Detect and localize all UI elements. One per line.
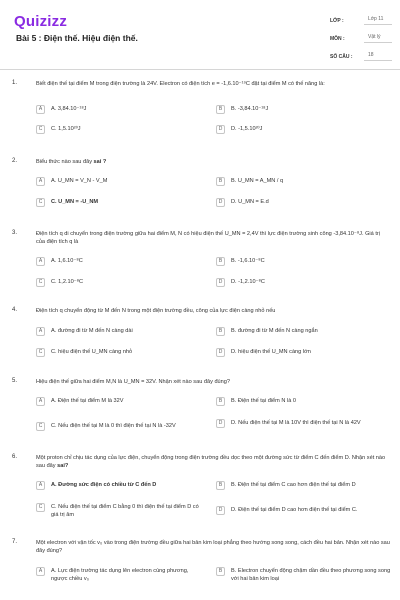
option-text: A. đường đi từ M đến N càng dài	[51, 328, 133, 334]
option-a[interactable]	[36, 105, 200, 114]
question-text-bold: sai?	[57, 463, 69, 469]
option-letter: C	[36, 422, 45, 431]
option-b[interactable]	[216, 481, 392, 490]
question-number: 6.	[12, 454, 18, 460]
question-text	[36, 158, 390, 166]
option-letter: D	[216, 348, 225, 357]
option-text: B. Điện thế tại điểm N là 0	[231, 398, 296, 404]
option-c[interactable]	[36, 198, 200, 207]
option-d[interactable]	[216, 278, 392, 287]
option-text: D. -1,2.10⁻⁸C	[231, 279, 265, 285]
question-number: 7.	[12, 539, 18, 545]
question-number: 1.	[12, 80, 18, 86]
option-letter: B	[216, 567, 225, 576]
option-b[interactable]	[216, 177, 392, 186]
option-text: C. 1,2.10⁻⁸C	[51, 279, 84, 285]
option-text: A. Lực điện trường tác dụng lên electron cùng phương, ngược chiều v₀	[51, 568, 189, 582]
option-text: C. hiệu điện thế U_MN càng nhỏ	[51, 349, 133, 355]
option-b[interactable]	[216, 397, 392, 406]
option-b[interactable]	[216, 257, 392, 266]
option-text: C. U_MN = -U_NM	[51, 199, 99, 205]
option-letter: D	[216, 278, 225, 287]
question-text-bold: sai ?	[93, 159, 107, 165]
option-letter: B	[216, 481, 225, 490]
option-text: A. 1,6.10⁻⁸C	[51, 258, 83, 264]
option-letter: C	[36, 278, 45, 287]
option-d[interactable]	[216, 348, 392, 357]
option-text: B. U_MN = A_MN / q	[231, 178, 284, 184]
option-d[interactable]	[216, 125, 392, 134]
option-text: A. 3,84.10⁻¹⁸J	[51, 106, 87, 112]
option-letter: D	[216, 125, 225, 134]
question-number: 3.	[12, 230, 18, 236]
option-a[interactable]	[36, 327, 200, 336]
option-letter: C	[36, 348, 45, 357]
option-a[interactable]	[36, 481, 200, 490]
option-letter: B	[216, 327, 225, 336]
option-b[interactable]	[216, 327, 392, 336]
option-letter: D	[216, 419, 225, 428]
meta-label: MÔN :	[330, 35, 345, 42]
option-text: B. đường đi từ M đến N càng ngắn	[231, 328, 318, 334]
option-letter: C	[36, 125, 45, 134]
option-text: B. Electron chuyển động chậm dần đều theo phương song song với hai bản kim loại	[231, 568, 391, 582]
option-text: A. Đường sức điện có chiều từ C đến D	[51, 482, 157, 488]
option-letter: A	[36, 177, 45, 186]
meta-label: SỐ CÂU :	[330, 53, 353, 60]
meta-value: Vật lý	[364, 34, 392, 43]
option-d[interactable]	[216, 198, 392, 207]
question-text	[36, 454, 390, 470]
question-number: 2.	[12, 158, 18, 164]
option-text: C. Nếu điện thế tại M là 0 thì điện thế tại N là -32V	[51, 423, 176, 429]
meta-row-class	[330, 14, 392, 27]
question-text-plain: Một proton chỉ chịu tác dụng của lực điện, chuyển động trong điện trường đều dọc theo một đường sức từ điểm C đến điểm D. Nhận xét nào sau đây	[36, 455, 386, 469]
question-text-plain: Biểu thức nào sau đây	[36, 159, 94, 165]
option-letter: C	[36, 503, 45, 512]
meta-label: LỚP :	[330, 17, 344, 24]
option-letter: C	[36, 198, 45, 207]
option-text: D. hiệu điện thế U_MN càng lớn	[231, 349, 311, 355]
option-a[interactable]	[36, 257, 200, 266]
option-text: D. -1,5.10²⁰J	[231, 126, 263, 132]
option-letter: B	[216, 177, 225, 186]
option-a[interactable]	[36, 177, 200, 186]
option-a[interactable]	[36, 567, 200, 583]
option-text: B. Điện thế tại điểm C cao hơn điện thế tại điểm D	[231, 482, 356, 488]
option-text: A. Điện thế tại điểm M là 32V	[51, 398, 124, 404]
option-c[interactable]	[36, 125, 200, 134]
question-text: Hiệu điện thế giữa hai điểm M,N là U_MN = 32V. Nhận xét nào sau đây đúng?	[36, 379, 230, 385]
option-letter: A	[36, 257, 45, 266]
option-c[interactable]	[36, 422, 200, 431]
meta-row-subject	[330, 32, 392, 45]
option-text: A. U_MN = V_N - V_M	[51, 178, 108, 184]
option-text: B. -1,6.10⁻⁸C	[231, 258, 265, 264]
option-text: C. 1,5.10²⁰J	[51, 126, 81, 132]
question-number: 5.	[12, 378, 18, 384]
quizizz-logo: Quizizz	[14, 13, 68, 30]
option-letter: D	[216, 506, 225, 515]
question-number: 4.	[12, 307, 18, 313]
option-letter: B	[216, 105, 225, 114]
option-letter: A	[36, 105, 45, 114]
option-letter: A	[36, 567, 45, 576]
worksheet-meta	[330, 14, 392, 63]
option-letter: A	[36, 397, 45, 406]
option-c[interactable]	[36, 278, 200, 287]
option-letter: B	[216, 397, 225, 406]
option-letter: B	[216, 257, 225, 266]
option-text: C. Nếu điện thế tại điểm C bằng 0 thì điện thế tại điểm D có giá trị âm	[51, 504, 199, 518]
option-text: D. Nếu điện thế tại M là 10V thì điện thế tại N là 42V	[231, 420, 361, 426]
option-d[interactable]	[216, 419, 392, 428]
question-text: Một electron với vận tốc v₀ vào trong điện trường đều giữa hai bản kim loại phẳng theo hướng song song, cách đều hai bản. Nhận xét nào sau đây đúng?	[36, 540, 390, 554]
question-text: Biết điện thế tại điểm M trong điện trường là 24V. Electron có điện tích e = -1,6.10⁻¹⁹C đặt tại điểm M có thế năng là:	[36, 81, 325, 87]
lesson-title: Bài 5 : Điện thế. Hiệu điện thế.	[16, 33, 138, 43]
option-d[interactable]	[216, 506, 392, 515]
option-b[interactable]	[216, 567, 392, 583]
question-text: Điện tích q chuyển động từ M đến N trong một điện trường đều, công của lực điện càng nhỏ nếu	[36, 308, 276, 314]
option-c[interactable]	[36, 503, 200, 519]
option-text: B. -3,84.10⁻¹⁸J	[231, 106, 269, 112]
option-text: D. Điện thế tại điểm D cao hơn điện thế tại điểm C.	[231, 507, 358, 513]
option-letter: D	[216, 198, 225, 207]
worksheet-header	[0, 0, 400, 70]
option-text: D. U_MN = E.d	[231, 199, 269, 205]
option-c[interactable]	[36, 348, 200, 357]
option-a[interactable]	[36, 397, 200, 406]
option-letter: A	[36, 327, 45, 336]
meta-value: Lớp 11	[364, 16, 392, 25]
option-b[interactable]	[216, 105, 392, 114]
meta-value: 18	[364, 52, 392, 61]
question-text: Điện tích q di chuyển trong điện trường giữa hai điểm M, N có hiệu điện thế U_MN = 2,4V thì lực điện trường sinh công -3,84.10⁻⁸J. Giá trị của điện tích q là	[36, 231, 381, 245]
meta-row-count	[330, 50, 392, 63]
option-letter: A	[36, 481, 45, 490]
